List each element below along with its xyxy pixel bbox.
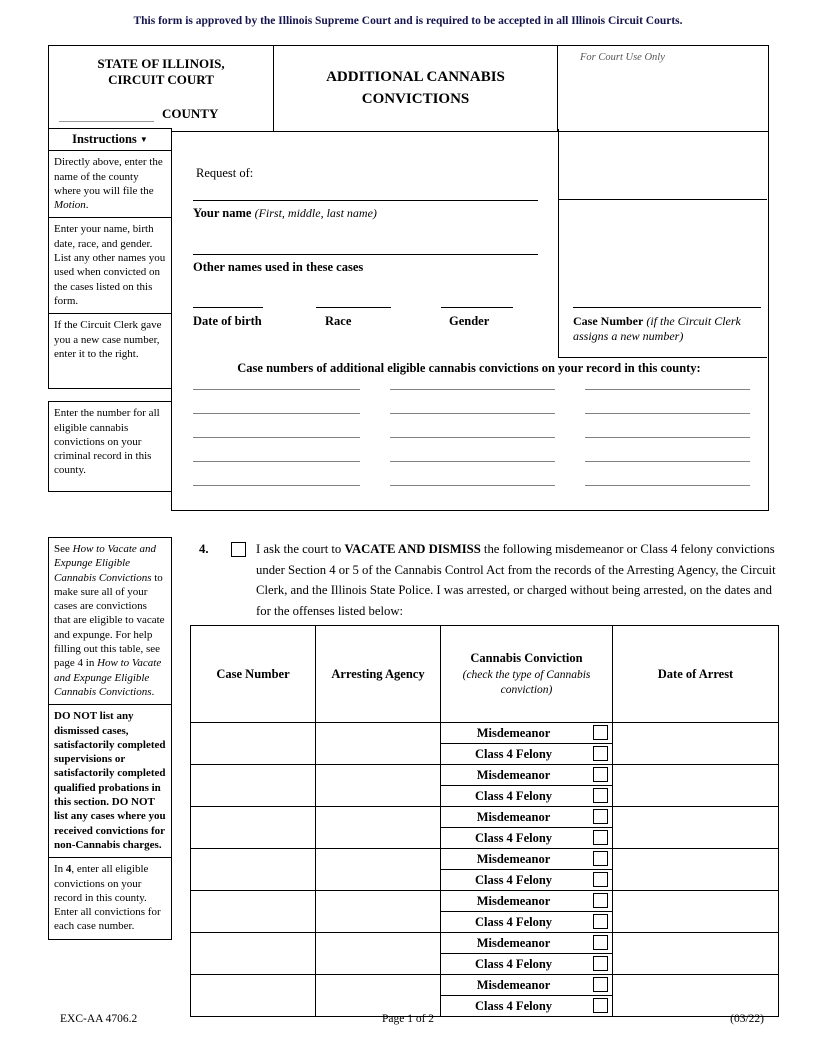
column-header-arresting-agency: Arresting Agency [316,626,441,723]
misdemeanor-checkbox[interactable] [593,977,608,992]
case-number-line[interactable] [193,414,360,438]
instruction-text: Directly above, enter the name of the county where you will file the [54,156,163,197]
other-names-label: Other names used in these cases [193,260,364,274]
misdemeanor-checkbox[interactable] [593,893,608,908]
revision-date: (03/22) [730,1013,764,1025]
class-4-felony-label: Class 4 Felony [474,914,553,929]
misdemeanor-label: Misdemeanor [476,935,551,950]
instruction-box-eligible-convictions: Enter the number for all eligible cannabis convictions on your criminal record in this county. [48,401,172,492]
form-number: EXC-AA 4706.2 [60,1013,138,1025]
statement-text: I ask the court to [256,542,345,556]
class-4-felony-label: Class 4 Felony [474,872,553,887]
statement-text-bold: VACATE AND DISMISS [344,542,481,556]
instruction-box-case-number: If the Circuit Clerk gave you a new case number, enter it to the right. [48,313,172,389]
instruction-box-do-not-list: DO NOT list any dismissed cases, satisfactorily completed supervisions or satisfactorily completed qualified probations in this section. DO NOT list any cases where you received convictions for non-Cannabis charges. [48,704,172,858]
case-number-cell[interactable] [191,891,316,933]
case-numbers-heading: Case numbers of additional eligible cannabis convictions on your record in this county: [237,361,701,375]
class-4-felony-option [441,870,613,891]
case-number-cell[interactable] [191,807,316,849]
approval-notice: This form is approved by the Illinois Supreme Court and is required to be accepted in all Illinois Circuit Courts. [133,15,683,27]
case-number-line[interactable] [193,390,360,414]
instruction-text: . [151,685,155,698]
class-4-felony-label: Class 4 Felony [474,956,553,971]
case-number-line[interactable] [193,462,360,486]
item-4-statement [256,539,776,622]
misdemeanor-checkbox[interactable] [593,725,608,740]
column-header-date-of-arrest: Date of Arrest [613,626,779,723]
case-number-cell[interactable] [191,723,316,765]
your-name-field[interactable] [193,200,538,201]
county-label: COUNTY [162,106,219,121]
instruction-text: , enter all eligible convictions on your record in this county. Enter all convictions for each case number. [54,863,161,933]
item-4 [199,539,776,622]
case-number-line[interactable] [390,438,555,462]
instructions-sidebar [48,129,172,492]
instruction-box-how-to-vacate [48,537,172,705]
arresting-agency-cell[interactable] [316,765,441,807]
date-of-arrest-cell[interactable] [613,849,779,891]
case-number-hint: (if the Circuit Clerk assigns a new number) [573,314,741,343]
misdemeanor-option [441,723,613,744]
page-indicator: Page 1 of 2 [381,1013,435,1025]
state-line: STATE OF ILLINOIS, [97,56,225,71]
circuit-court-line: CIRCUIT COURT [108,72,214,87]
table-header-row [191,626,779,723]
case-number-cell[interactable] [191,765,316,807]
date-of-birth-label: Date of birth [193,314,262,328]
class-4-felony-label: Class 4 Felony [474,998,553,1013]
your-name-hint: (First, middle, last name) [254,206,377,220]
instruction-text-italic: How to Vacate and Expunge Eligible Cannabis Convictions [54,657,162,698]
case-number-line[interactable] [193,438,360,462]
court-use-divider [558,199,767,200]
class-4-felony-option [441,912,613,933]
gender-field[interactable] [441,307,513,308]
class-4-felony-option [441,786,613,807]
date-of-arrest-cell[interactable] [613,723,779,765]
case-number-label [573,314,765,344]
case-number-cell[interactable] [191,849,316,891]
race-label: Race [325,314,352,328]
case-number-line[interactable] [193,366,360,390]
misdemeanor-label: Misdemeanor [476,725,551,740]
case-number-line[interactable] [390,414,555,438]
class-4-felony-option [441,828,613,849]
instruction-text-bold: 4 [65,863,72,876]
table-row [191,933,779,954]
class-4-felony-option [441,744,613,765]
class-4-felony-checkbox[interactable] [593,914,608,929]
misdemeanor-checkbox[interactable] [593,935,608,950]
chevron-down-icon: ▼ [139,135,148,144]
instruction-box-enter-all [48,857,172,939]
table-row [191,975,779,996]
case-number-line[interactable] [585,366,750,390]
court-use-only-label: For Court Use Only [580,52,665,63]
misdemeanor-checkbox[interactable] [593,767,608,782]
column-header-case-number: Case Number [191,626,316,723]
form-title-text: ADDITIONAL CANNABIS CONVICTIONS [326,68,505,107]
table-row [191,849,779,870]
instruction-text-italic: How to Vacate and Expunge Eligible Cannabis Convictions [54,543,157,584]
class-4-felony-option [441,954,613,975]
your-name-label-text: Your name [193,206,252,220]
date-of-birth-field[interactable] [193,307,263,308]
misdemeanor-option [441,807,613,828]
case-number-line[interactable] [390,366,555,390]
conviction-header-hint: (check the type of Cannabis conviction) [462,669,591,696]
table-row [191,807,779,828]
case-number-line[interactable] [585,414,750,438]
arresting-agency-cell[interactable] [316,975,441,1017]
class-4-felony-checkbox[interactable] [593,956,608,971]
column-header-cannabis-conviction [441,626,613,723]
table-row [191,891,779,912]
class-4-felony-checkbox[interactable] [593,788,608,803]
vacate-dismiss-checkbox[interactable] [231,542,246,557]
misdemeanor-option [441,933,613,954]
instruction-text-italic: Motion [54,199,86,212]
case-number-column-1 [193,366,360,486]
class-4-felony-checkbox[interactable] [593,830,608,845]
arresting-agency-cell[interactable] [316,933,441,975]
arresting-agency-cell[interactable] [316,807,441,849]
instruction-text: to make sure all of your cases are convictions that are eligible to vacate and expunge. For help filling out this table, see page 4 in [54,571,165,670]
arresting-agency-cell[interactable] [316,723,441,765]
misdemeanor-label: Misdemeanor [476,809,551,824]
class-4-felony-checkbox[interactable] [593,746,608,761]
misdemeanor-checkbox[interactable] [593,809,608,824]
date-of-arrest-cell[interactable] [613,933,779,975]
court-caption [49,46,273,131]
county-field[interactable] [59,108,154,122]
case-number-label-text: Case Number [573,314,644,328]
case-number-line[interactable] [585,438,750,462]
misdemeanor-label: Misdemeanor [476,893,551,908]
new-case-number-field[interactable] [573,307,761,308]
your-name-label [193,206,377,221]
date-of-arrest-cell[interactable] [613,891,779,933]
case-number-line[interactable] [390,462,555,486]
table-row [191,765,779,786]
misdemeanor-option [441,975,613,996]
gender-label: Gender [449,314,490,328]
date-of-arrest-cell[interactable] [613,765,779,807]
case-number-line[interactable] [585,462,750,486]
item-4-number: 4. [199,542,209,556]
misdemeanor-option [441,891,613,912]
misdemeanor-label: Misdemeanor [476,977,551,992]
case-number-line[interactable] [585,390,750,414]
instructions-header[interactable] [48,128,172,151]
instructions-title: Instructions [72,132,137,146]
statement-text: the following misdemeanor or Class 4 felony convictions under Section 4 or 5 of the Cannabis Control Act from the records of the Arresting Agency, the Circuit Clerk, and the Illinois State Police. I was arrested, or charged without being arrested, on the dates and for the offenses listed below: [256,542,776,619]
misdemeanor-option [441,849,613,870]
form-header [48,45,769,132]
class-4-felony-label: Class 4 Felony [474,746,553,761]
instruction-text: In [54,863,66,876]
class-4-felony-label: Class 4 Felony [474,830,553,845]
misdemeanor-label: Misdemeanor [476,851,551,866]
class-4-felony-label: Class 4 Felony [474,788,553,803]
class-4-felony-checkbox[interactable] [593,872,608,887]
arresting-agency-cell[interactable] [316,849,441,891]
form-title [273,46,558,131]
misdemeanor-option [441,765,613,786]
date-of-arrest-cell[interactable] [613,807,779,849]
case-number-line[interactable] [390,390,555,414]
class-4-felony-checkbox[interactable] [593,998,608,1013]
section4-sidebar [48,537,172,940]
arresting-agency-cell[interactable] [316,891,441,933]
misdemeanor-label: Misdemeanor [476,767,551,782]
instruction-text: . [85,199,89,212]
race-field[interactable] [316,307,391,308]
case-number-column-3 [585,366,750,486]
case-number-cell[interactable] [191,975,316,1017]
other-names-field[interactable] [193,254,538,255]
instruction-text: See [54,543,73,555]
conviction-header-title: Cannabis Conviction [470,651,583,666]
case-number-column-2 [390,366,555,486]
request-of-label: Request of: [196,166,254,180]
table-row [191,723,779,744]
county-row [49,106,273,122]
misdemeanor-checkbox[interactable] [593,851,608,866]
date-of-arrest-cell[interactable] [613,975,779,1017]
convictions-table [190,625,779,1017]
case-number-cell[interactable] [191,933,316,975]
instruction-box-county [48,150,172,218]
instruction-box-name: Enter your name, birth date, race, and gender. List any other names you used when convicted on the cases listed on this form. [48,217,172,314]
